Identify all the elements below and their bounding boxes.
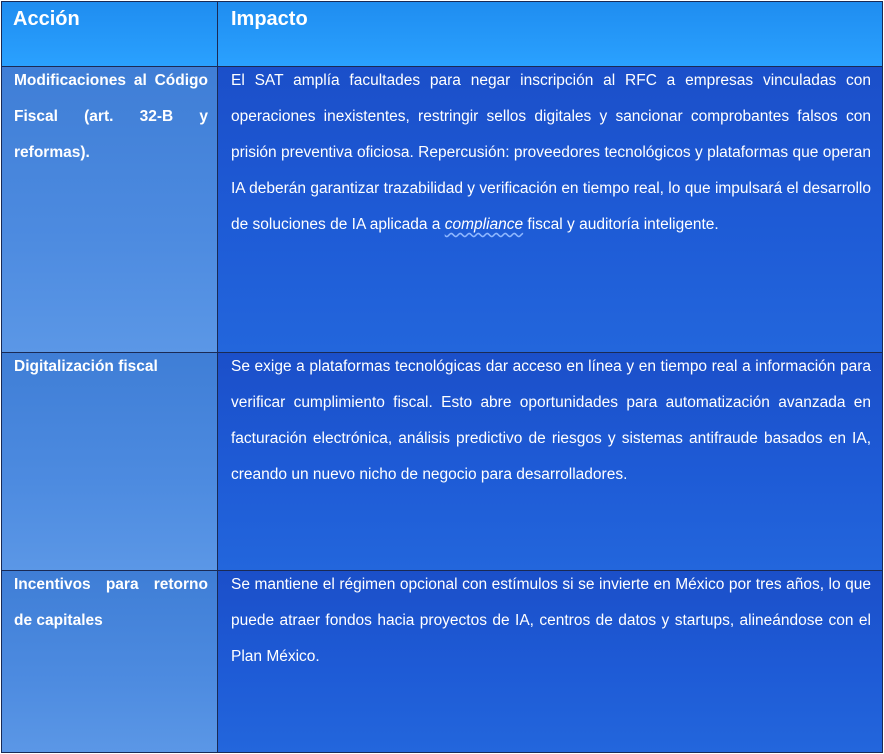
action-cell [2, 67, 218, 352]
action-text: Digitalización fiscal [14, 358, 158, 375]
action-cell [2, 571, 218, 752]
table-row [2, 571, 882, 752]
impact-text: Se exige a plataformas tecnológicas dar acceso en línea y en tiempo real a información para verificar cumplimiento fiscal. Esto abre oportunidades para automatización avanzada en facturación electrónica, análisis predictivo de riesgos y sistemas antifraude basados en IA, creando un nuevo nicho de negocio para desarrolladores. [231, 358, 871, 483]
impact-cell [218, 67, 882, 352]
impact-text [231, 63, 871, 243]
table-row [2, 67, 882, 353]
impact-cell [218, 571, 882, 752]
impact-text-part: fiscal y auditoría inteligente. [523, 216, 719, 233]
action-impact-table [1, 1, 883, 753]
impact-text-part: El SAT amplía facultades para negar inscripción al RFC a empresas vinculadas con operaciones inexistentes, restringir sellos digitales y sancionar comprobantes falsos con prisión preventiva oficiosa. Repercusión: proveedores tecnológicos y plataformas que operan IA deberán garantizar trazabilidad y verificación en tiempo real, lo que impulsará el desarrollo de soluciones de IA aplicada a [231, 72, 871, 233]
action-cell [2, 353, 218, 570]
header-impact: Impacto [218, 2, 882, 66]
impact-emphasis: compliance [444, 216, 524, 233]
table-row [2, 353, 882, 571]
action-text: Modificaciones al Código Fiscal (art. 32-B y reformas). [14, 72, 208, 161]
action-text: Incentivos para retorno de capitales [14, 576, 208, 629]
table-header-row [2, 2, 882, 67]
impact-cell [218, 353, 882, 570]
impact-text: Se mantiene el régimen opcional con estímulos si se invierte en México por tres años, lo que puede atraer fondos hacia proyectos de IA, centros de datos y startups, alineándose con el Plan México. [231, 576, 871, 665]
header-action: Acción [2, 2, 218, 66]
